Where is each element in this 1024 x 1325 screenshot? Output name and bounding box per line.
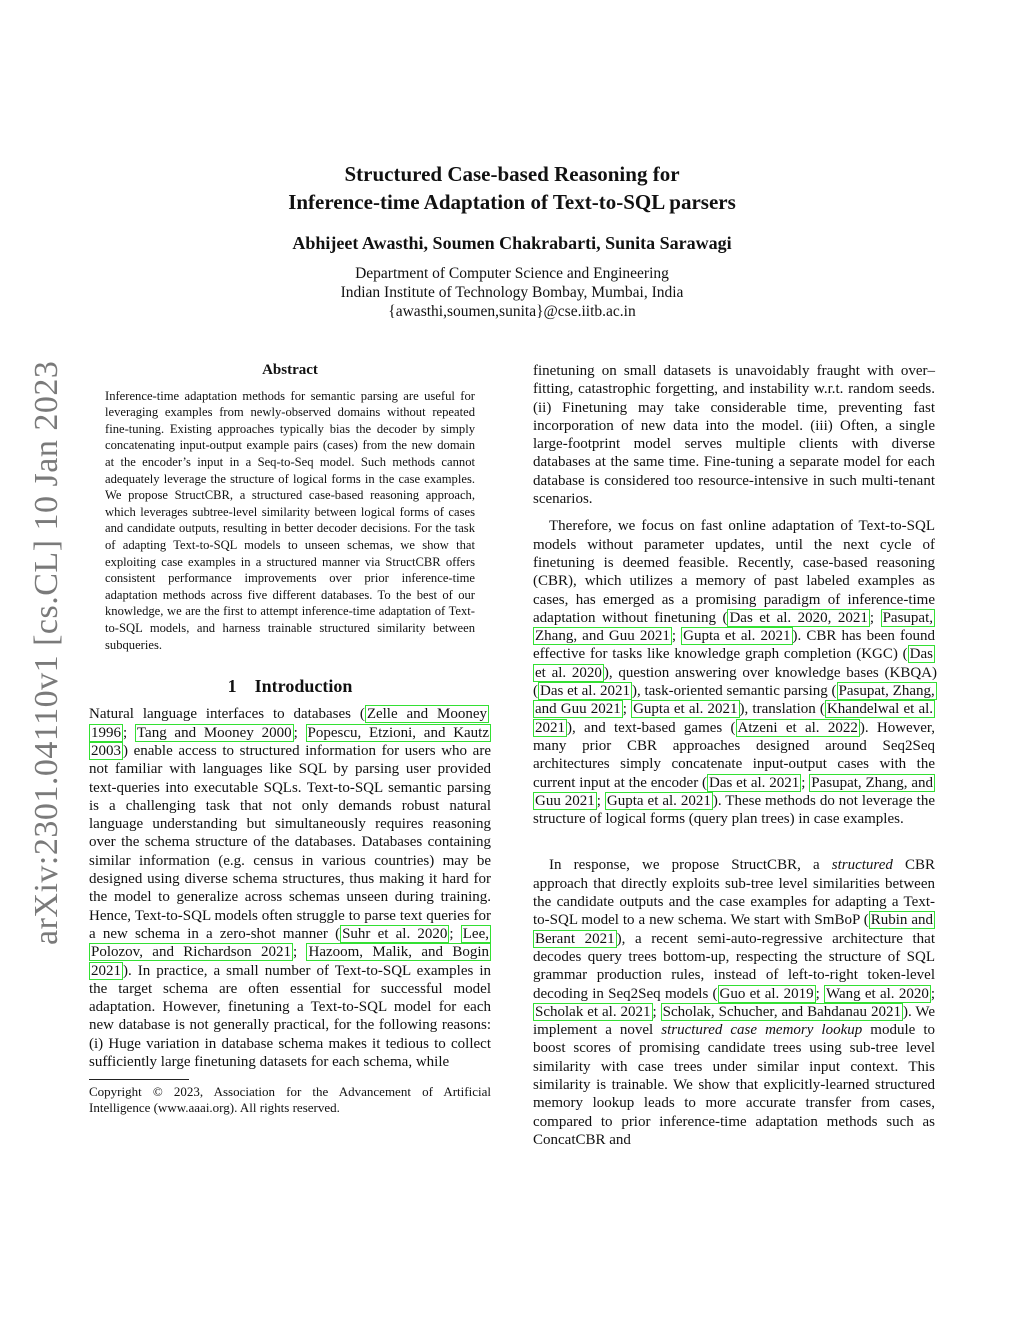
citation-link[interactable]: Gupta et al. 2021 — [683, 628, 791, 645]
affiliation — [100, 264, 924, 321]
copyright-footnote: Copyright © 2023, Association for the Advancement of Artificial Intelligence (www.aaai.org). All rights reserved. — [89, 1084, 491, 1116]
text-run: ; — [801, 774, 810, 791]
text-run: ; — [596, 792, 605, 809]
text-run: ) enable access to structured information for users who are not familiar with languages like SQL by parsing user provided text-queries into executable SQLs. Text-to-SQL semantic parsing is a challenging task that not only demands robust natural language understanding but simultaneously requires reasoning over the schema structure of the databases. Databases containing similar information (e.g. census in various countries) may be designed using diverse schema structures, thus making it hard for the model to generalize across schemas unseen during training. Hence, Text-to-SQL models often struggle to parse text queries for a new schema in a zero-shot manner ( — [89, 742, 491, 942]
citation-link[interactable]: Guo et al. 2019 — [719, 985, 814, 1002]
citation-link[interactable]: Scholak et al. 2021 — [535, 1003, 651, 1020]
text-run: ), task-oriented semantic parsing ( — [631, 683, 837, 700]
text-run: ). However, many prior CBR approaches designed around Seq2Seq architectures simply concatenate input-output cases with the current input at the encoder ( — [533, 719, 935, 791]
citation-link[interactable]: Atzeni et al. 2022 — [737, 719, 858, 736]
citation-link[interactable]: Wang et al. 2020 — [826, 985, 929, 1002]
emphasis: structured — [831, 857, 893, 874]
citation-link[interactable]: Gupta et al. 2021 — [606, 792, 711, 809]
text-run: In response, we propose StructCBR, a — [549, 857, 832, 874]
right-paragraph-3 — [533, 856, 935, 1149]
citation-link[interactable]: Das et al. 2021 — [540, 683, 630, 700]
affiliation-department: Department of Computer Science and Engineering — [355, 265, 669, 282]
text-run: ; — [869, 609, 881, 626]
title-line-1: Structured Case-based Reasoning for — [344, 162, 680, 186]
abstract-text: Inference-time adaptation methods for semantic parsing are useful for leveraging examples from newly-observed domains without repeated fine-tuning. Existing approaches typically bias the decoder by simply concatenating input-output example pairs (cases) from the new domain at the encoder’s input in a Seq-to-Seq model. Such methods cannot adequately leverage the structure of logical forms in the case examples. We propose StructCBR, a structured case-based reasoning approach, which leverages subtree-level similarity between logical forms of cases and candidate outputs, resulting in better decoder decisions. For the task of adapting Text-to-SQL models to unseen schemas, we show that exploiting case examples in a structured manner via StructCBR offers consistent performance improvements over prior inference-time adaptation methods across five different databases. To the best of our knowledge, we are the first to attempt inference-time adaptation of Text-to-SQL models, and harness trainable structured similarity between subqueries. — [105, 388, 475, 652]
citation-link[interactable]: Popescu, Etzioni, and Kautz 2003 — [91, 724, 490, 759]
text-run: module to boost scores of promising candidate trees using sub-tree level similarity with case trees under similar input context. This similarity is trainable. We show that explicitly-learned structured memory lookup leads to more accurate transfer from cases, compared to prior inference-time adaptation methods such as ConcatCBR and — [533, 1022, 935, 1148]
affiliation-institute: Indian Institute of Technology Bombay, Mumbai, India — [340, 284, 684, 301]
text-run: ). We implement a novel — [533, 1003, 935, 1039]
emphasis: structured case memory lookup — [661, 1022, 863, 1039]
text-run: Therefore, we focus on fast online adaptation of Text-to-SQL models without parameter updates, until the next cycle of finetuning is deemed feasible. Recently, case-based reasoning (CBR), which utilizes a memory of past labeled examples as cases, has emerged as a promising paradigm of inference-time adaptation without finetuning ( — [533, 518, 935, 626]
citation-link[interactable]: Das et al. 2020 — [535, 646, 933, 681]
citation-link[interactable]: Hazoom, Malik, and Bogin 2021 — [91, 944, 489, 979]
arxiv-identifier: arXiv:2301.04110v1 [cs.CL] 10 Jan 2023 — [28, 360, 65, 945]
title-line-2: Inference-time Adaptation of Text-to-SQL parsers — [288, 190, 736, 214]
text-run: ; — [449, 925, 461, 942]
citation-link[interactable]: Das et al. 2020, 2021 — [729, 609, 868, 626]
citation-link[interactable]: Lee, Polozov, and Richardson 2021 — [91, 925, 489, 961]
right-paragraph-1: finetuning on small datasets is unavoidably fraught with over–fitting, catastrophic forgetting, and instability w.r.t. random seeds. (ii) Finetuning may take considerable time, preventing fast incorporation of new data into the model. (iii) Often, a single large-footprint model serves multiple clients with diverse databases at the same time. Fine-tuning a separate model for each database is considered too resource-intensive in such multi-tenant scenarios. — [533, 363, 935, 508]
left-column — [89, 362, 491, 1116]
text-run: ; — [293, 724, 306, 741]
abstract — [89, 362, 491, 653]
intro-paragraph-1 — [89, 705, 491, 1071]
citation-link[interactable]: Gupta et al. 2021 — [633, 701, 738, 718]
text-run: ), a recent semi-auto-regressive architecture that decodes query trees bottom-up, respecting the structure of SQL grammar production rules, instead of left-to-right token-level decoding in Seq2Seq models ( — [533, 930, 935, 1002]
text-run: ; — [671, 628, 682, 645]
text-run: ), question answering over knowledge bases (KBQA) ( — [533, 664, 937, 700]
section-title: Introduction — [254, 676, 353, 697]
text-run: ). In practice, a small number of Text-to-SQL examples in the target schema are often essential for successful model adaptation. However, finetuning a Text-to-SQL model for each new database is not generally practical, for the following reasons: (i) Huge variation in database schema makes it tedious to collect sufficiently large finetuning datasets for each schema, while — [89, 962, 491, 1071]
citation-link[interactable]: Rubin and Berant 2021 — [535, 912, 933, 947]
right-paragraph-2 — [533, 517, 935, 828]
text-run: Natural language interfaces to databases ( — [89, 706, 365, 723]
citation-link[interactable]: Pasupat, Zhang, and Guu 2021 — [535, 683, 935, 718]
authors: Abhijeet Awasthi, Soumen Chakrabarti, Sunita Sarawagi — [292, 233, 732, 253]
citation-link[interactable]: Khandelwal et al. 2021 — [535, 701, 934, 736]
text-run: ; — [292, 944, 307, 961]
text-run: ; — [815, 985, 825, 1002]
citation-link[interactable]: Suhr et al. 2020 — [342, 925, 448, 942]
text-run: ). These methods do not leverage the structure of logical forms (query plan trees) in case examples. — [533, 792, 936, 828]
citation-link[interactable]: Pasupat, Zhang, and Guu 2021 — [535, 774, 934, 809]
text-run: ), translation ( — [739, 701, 825, 718]
text-run: ; — [652, 1003, 661, 1020]
text-run: ), and text-based games ( — [567, 719, 736, 736]
text-run: CBR approach that directly exploits sub-tree level similarities between the candidate outputs and the case examples for adapting a Text-to-SQL model to a new schema. We start with SmBoP ( — [533, 857, 936, 929]
section-heading-introduction — [89, 677, 491, 695]
text-run: ; — [123, 724, 135, 741]
paper-title — [100, 160, 924, 216]
text-run: ). CBR has been found effective for tasks like knowledge graph completion (KGC) ( — [533, 628, 936, 663]
footnote-rule — [89, 1079, 189, 1080]
citation-link[interactable]: Pasupat, Zhang, and Guu 2021 — [535, 609, 934, 645]
abstract-heading: Abstract — [262, 362, 318, 378]
text-run: ; — [622, 701, 632, 718]
right-column — [533, 362, 935, 1149]
citation-link[interactable]: Tang and Mooney 2000 — [136, 724, 292, 741]
affiliation-email: {awasthi,soumen,sunita}@cse.iitb.ac.in — [388, 303, 636, 320]
citation-link[interactable]: Das et al. 2021 — [709, 774, 800, 791]
text-run: ; — [930, 985, 935, 1002]
citation-link[interactable]: Zelle and Mooney 1996 — [91, 706, 487, 741]
section-number: 1 — [227, 676, 237, 697]
citation-link[interactable]: Scholak, Schucher, and Bahdanau 2021 — [662, 1003, 901, 1020]
